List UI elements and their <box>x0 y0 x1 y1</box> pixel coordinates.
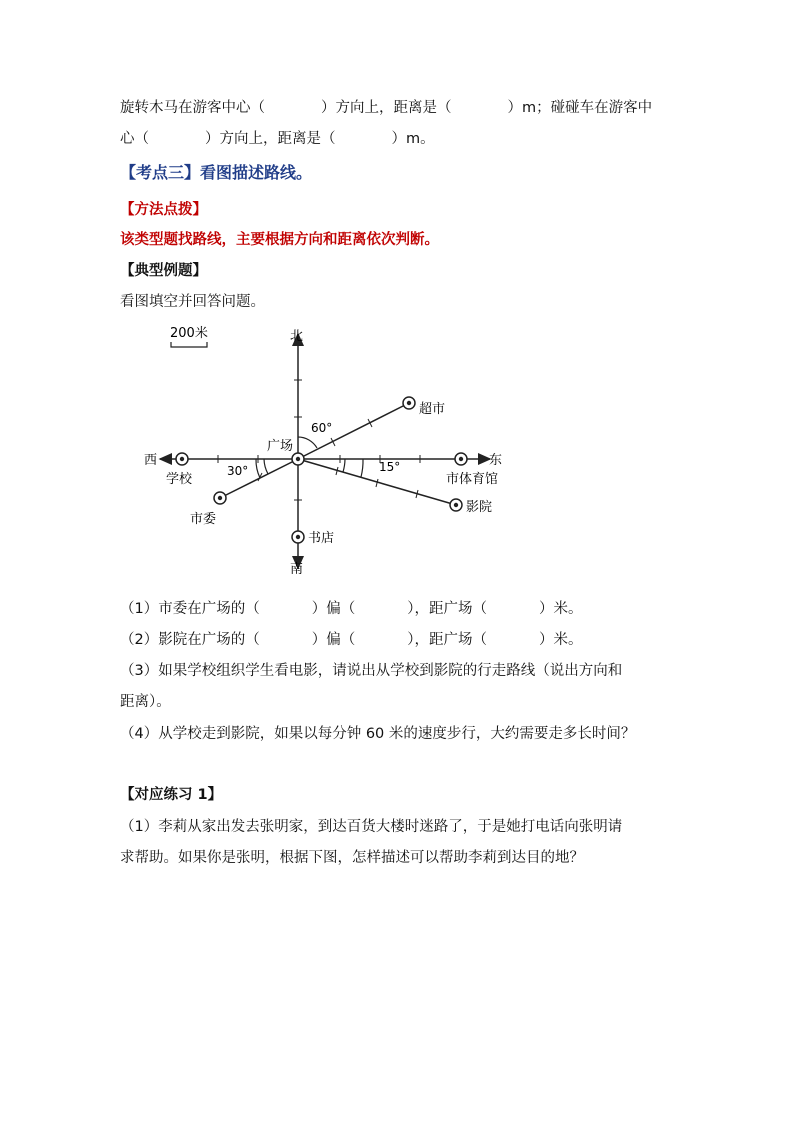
question-3-line-2: 距离）。 <box>120 694 171 710</box>
top-question-line-1 <box>120 96 652 117</box>
question-1 <box>120 597 582 618</box>
text: 旋转木马在游客中心（ <box>120 100 265 116</box>
angle-arc-school <box>264 459 268 474</box>
practice-heading: 【对应练习 1】 <box>120 787 223 803</box>
angle-arc-supermarket <box>298 437 317 448</box>
text: 心（ <box>120 131 149 147</box>
angle-label-supermarket: 60° <box>311 421 333 435</box>
text: ）偏（ <box>311 601 356 617</box>
text: ）m。 <box>391 131 435 147</box>
bookstore-label: 书店 <box>308 531 335 546</box>
example-heading: 【典型例题】 <box>120 263 207 279</box>
text: ）米。 <box>538 601 583 617</box>
text: ）m；碰碰车在游客中 <box>507 100 653 116</box>
north-label: 北 <box>290 329 304 344</box>
text: ）方向上，距离是（ <box>321 100 452 116</box>
top-question-line-2 <box>120 127 435 148</box>
supermarket-label: 超市 <box>419 402 446 417</box>
west-label: 西 <box>144 453 158 468</box>
city-gov-label: 市委 <box>190 512 217 527</box>
text: ），距广场（ <box>407 632 487 648</box>
cinema-label: 影院 <box>466 500 493 515</box>
angle-arc-cinema-2 <box>361 459 363 477</box>
practice-1-line-1: （1）李莉从家出发去张明家，到达百货大楼时迷路了，于是她打电话向张明请 <box>120 819 623 835</box>
direction-diagram <box>0 320 794 580</box>
practice-1-line-2: 求帮助。如果你是张明，根据下图，怎样描述可以帮助李莉到达目的地？ <box>120 850 584 866</box>
center-label: 广场 <box>267 439 294 454</box>
question-3-line-1: （3）如果学校组织学生看电影，请说出从学校到影院的行走路线（说出方向和 <box>120 663 623 679</box>
scale-bar <box>171 342 207 347</box>
gym-label: 市体育馆 <box>446 472 499 487</box>
text: ）米。 <box>538 632 583 648</box>
method-text: 该类型题找路线，主要根据方向和距离依次判断。 <box>120 232 439 248</box>
school-label: 学校 <box>166 472 193 487</box>
axis-ticks <box>218 380 420 500</box>
example-intro: 看图填空并回答问题。 <box>120 294 265 310</box>
angle-label-cinema: 15° <box>379 460 401 474</box>
angle-label-school: 30° <box>227 464 249 478</box>
question-2 <box>120 628 582 649</box>
east-label: 东 <box>489 453 503 468</box>
text: ），距广场（ <box>407 601 487 617</box>
south-label: 南 <box>290 562 304 577</box>
text: （1）市委在广场的（ <box>120 601 260 617</box>
text: （2）影院在广场的（ <box>120 632 260 648</box>
text: ）偏（ <box>311 632 356 648</box>
section-heading: 【考点三】看图描述路线。 <box>120 163 313 182</box>
method-heading: 【方法点拨】 <box>120 202 207 218</box>
scale-label: 200米 <box>170 326 208 341</box>
text: ）方向上，距离是（ <box>205 131 336 147</box>
question-4: （4）从学校走到影院，如果以每分钟 60 米的速度步行，大约需要走多长时间？ <box>120 726 636 742</box>
angle-arc-cinema <box>343 459 345 472</box>
